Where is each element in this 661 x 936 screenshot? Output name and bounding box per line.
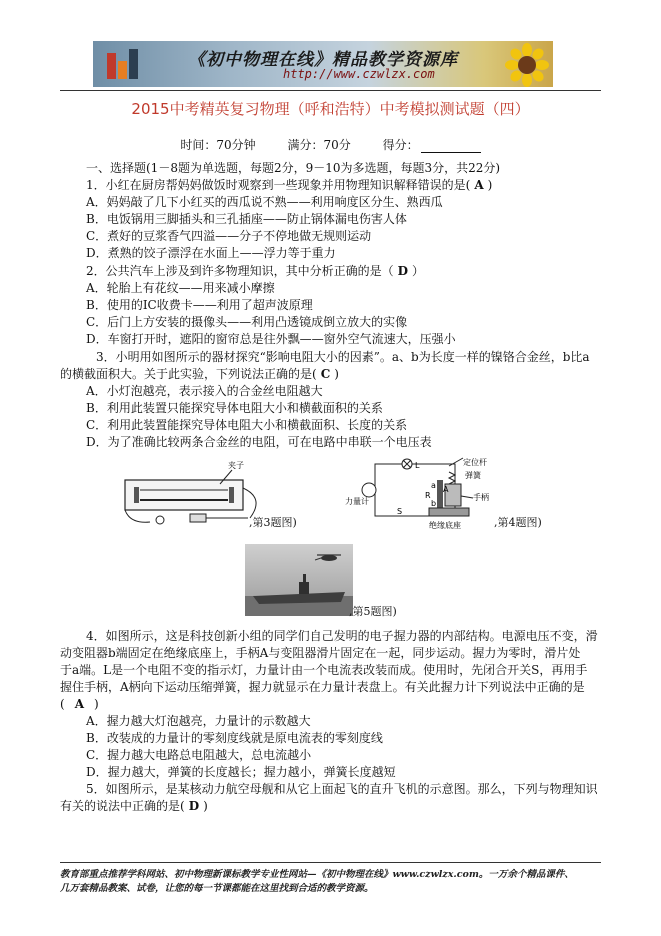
fig4-a-label: A [443, 485, 449, 494]
q4-option-c: C．握力越大电路总电阻越大，总电流越小 [86, 748, 312, 762]
q3-close: ) [334, 367, 339, 381]
exam-score-field [383, 138, 481, 152]
q1-option-b: B．电饭锅用三脚插头和三孔插座——防止锅体漏电伤害人体 [86, 212, 407, 226]
question-3-stem-1: 3．小明用如图所示的器材探究“影响电阻大小的因素”。a、b为长度一样的镍铬合金丝，b比a [96, 350, 590, 364]
fig4-handle-label: 手柄 [473, 493, 489, 502]
fig4-rod-label: 定位杆 [463, 458, 487, 467]
q2-close: ） [412, 264, 425, 278]
question-4-line-4: 握住手柄，A柄向下运动压缩弹簧，握力就显示在力量计表盘上。有关此握力计下列说法中正确的是 [60, 680, 585, 694]
q3-option-a: A．小灯泡越亮，表示接入的合金丝电阻越大 [86, 384, 323, 398]
q2-option-d: D．车窗打开时，遮阳的窗帘总是往外飘——窗外空气流速大，压强小 [86, 332, 456, 346]
q2-stem-text: 2．公共汽车上涉及到许多物理知识，其中分析正确的是（ [86, 264, 394, 278]
footer-line-2: 几万套精品教案、试卷，让您的每一节课都能在这里找到合适的教学资源。 [60, 883, 374, 894]
question-5-line-2 [60, 798, 208, 815]
question-4-line-3: 于a端。L是一个电阻不变的指示灯，力量计由一个电流表改装而成。使用时，先闭合开关S，再用手 [60, 663, 588, 677]
q1-stem-text: 1．小红在厨房帮妈妈做饭时观察到一些现象并用物理知识解释错误的是( [86, 178, 471, 192]
fig4-s-label: S [397, 507, 403, 516]
score-blank [421, 140, 481, 153]
q3-answer: C [320, 367, 331, 381]
question-4-answer-line [60, 696, 99, 713]
sunflower-icon [505, 43, 549, 87]
question-4-line-2: 动变阻器b端固定在绝缘底座上，手柄A与变阻器滑片固定在一起，同步运动。握力为零时，滑片处 [60, 646, 581, 660]
figure-4-grip-meter [345, 456, 495, 532]
q2-option-a: A．轮胎上有花纹——用来减小摩擦 [86, 281, 275, 295]
page-title: 2015中考精英复习物理（呼和浩特）中考模拟测试题（四） [131, 100, 530, 118]
figure-3-caption: ,第3题图) [249, 516, 297, 529]
site-logo-icon [105, 47, 145, 83]
section-heading: 一、选择题(1－8题为单选题，每题2分，9－10为多选题，每题3分，共22分) [86, 161, 501, 175]
q4-close: ) [94, 697, 99, 711]
q2-answer: D [397, 264, 409, 278]
fig4-l-label: L [415, 461, 420, 470]
exam-time: 时间：70分钟 [180, 138, 256, 152]
footer-rule [60, 862, 601, 863]
q1-answer: A [474, 178, 484, 192]
q3-option-d: D．为了准确比较两条合金丝的电阻，可在电路中串联一个电压表 [86, 435, 432, 449]
q1-option-c: C．煮好的豆浆香气四溢——分子不停地做无规则运动 [86, 229, 372, 243]
q1-option-a: A．妈妈敲了几下小红买的西瓜说不熟——利用响度区分生、熟西瓜 [86, 195, 443, 209]
figure-5-caption: ,第5题图) [349, 605, 397, 618]
question-3-stem-2 [60, 366, 339, 383]
q1-option-d: D．煮熟的饺子漂浮在水面上——浮力等于重力 [86, 246, 336, 260]
q4-option-a: A．握力越大灯泡越亮，力量计的示数越大 [86, 714, 311, 728]
figure-5-carrier-photo [245, 544, 353, 616]
fig4-a-end-label: a [431, 481, 436, 490]
question-1-stem [86, 177, 492, 194]
fig4-b-end-label: b [431, 499, 437, 508]
fig4-base-label: 绝缘底座 [429, 521, 461, 530]
header-rule [60, 90, 601, 91]
question-4-line-1: 4．如图所示，这是科技创新小组的同学们自己发明的电子握力器的内部结构。电源电压不变，滑 [86, 629, 598, 643]
banner-title: 《初中物理在线》精品教学资源库 [188, 50, 458, 70]
fig4-meter-label: 力量计 [345, 497, 369, 506]
footer-line-1: 教育部重点推荐学科网站、初中物理新课标教学专业性网站—《初中物理在线》www.czwlzx.com。一万余个精品课件、 [60, 869, 574, 880]
q4-answer: A [74, 697, 84, 711]
q4-open: ( [60, 697, 65, 711]
fig4-spring-label: 弹簧 [465, 471, 481, 480]
q5-answer: D [188, 799, 200, 813]
exam-info [0, 136, 661, 153]
fig3-clip-label: 夹子 [228, 461, 244, 470]
site-banner [93, 41, 553, 87]
q4-option-b: B．改装成的力量计的零刻度线就是原电流表的零刻度线 [86, 731, 383, 745]
q2-option-b: B．使用的IC收费卡——利用了超声波原理 [86, 298, 313, 312]
figure-3-circuit [120, 458, 270, 528]
figure-4-caption: ,第4题图) [494, 516, 542, 529]
q3-option-b: B．利用此装置只能探究导体电阻大小和横截面积的关系 [86, 401, 383, 415]
q5-close: ) [203, 799, 208, 813]
q4-option-d: D．握力越大，弹簧的长度越长；握力越小，弹簧长度越短 [86, 765, 396, 779]
q1-close: ) [487, 178, 493, 192]
question-5-line-1: 5．如图所示，是某核动力航空母舰和从它上面起飞的直升飞机的示意图。那么，下列与物理知识 [86, 782, 598, 796]
q3-stem-text: 的横截面积大。关于此实验，下列说法正确的是( [60, 367, 317, 381]
q3-option-c: C．利用此装置能探究导体电阻大小和横截面积、长度的关系 [86, 418, 408, 432]
q5-stem-text: 有关的说法中正确的是( [60, 799, 185, 813]
q2-option-c: C．后门上方安装的摄像头——利用凸透镜成倒立放大的实像 [86, 315, 408, 329]
fig4-r-label: R [425, 491, 431, 500]
question-2-stem [86, 263, 424, 280]
banner-url[interactable]: http://www.czwlzx.com [283, 67, 435, 81]
exam-full-score: 满分：70分 [287, 138, 351, 152]
exam-score-label: 得分： [382, 138, 419, 152]
